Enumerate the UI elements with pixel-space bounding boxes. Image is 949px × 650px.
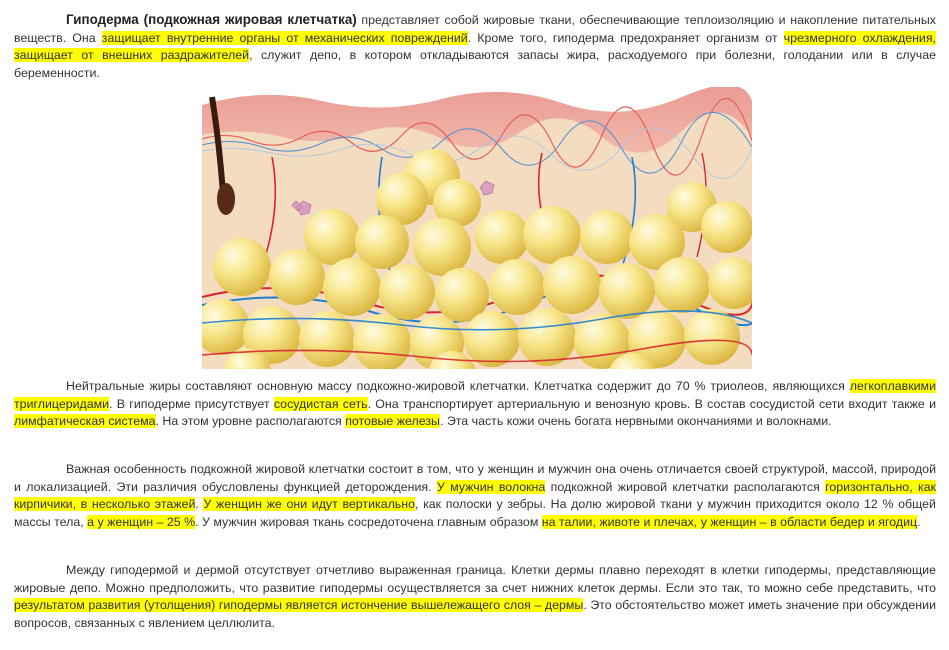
text-segment: . У мужчин жировая ткань сосредоточена главным образом — [195, 514, 542, 529]
highlighted-text: чрезмерного охлаждения, защищает от внешних раздражителей — [14, 30, 937, 62]
highlighted-text: У мужчин волокна — [436, 479, 546, 494]
highlighted-text: а у женщин – 25 % — [87, 514, 196, 529]
text-segment: . — [917, 514, 921, 529]
fats-paragraph — [14, 378, 936, 431]
skin-cross-section-image — [202, 87, 752, 369]
highlighted-text: потовые железы — [345, 414, 440, 428]
highlighted-text: на талии, животе и плечах, у женщин – в области бедер и ягодиц — [541, 514, 918, 529]
gender-differences-paragraph — [14, 461, 936, 531]
highlighted-text: защищает внутренние органы от механических повреждений — [101, 30, 468, 45]
text-segment: представляет собой жировые ткани, обеспечивающие теплоизоляцию и накопление питательных веществ. Она — [14, 13, 936, 45]
text-segment: , служит депо, в котором откладываются запасы жира, расходуемого при болезни, голодании или в случае беременности. — [14, 48, 936, 80]
text-segment: . На этом уровне располагаются — [155, 414, 346, 428]
highlighted-text: горизонтально, как кирпичики, в несколько этажей — [14, 479, 936, 511]
highlighted-text: сосудистая сеть — [273, 396, 368, 411]
text-segment: . Это обстоятельство может иметь значение при обсуждении вопросов, связанных с явлением целлюлита. — [14, 598, 936, 630]
highlighted-text: лимфатическая система — [14, 414, 156, 428]
text-segment: , как полоски у зебры. На долю жировой ткани у мужчин приходится около 12 % общей массы тела, — [14, 497, 936, 529]
text-segment: подкожной жировой клетчатки располагаются — [545, 479, 826, 494]
hypodermis-illustration — [202, 87, 752, 369]
highlighted-text: У женщин же они идут вертикально — [203, 497, 415, 511]
text-segment: Важная особенность подкожной жировой клетчатки состоит в том, что у женщин и мужчин она очень отличается своей структурой, массой, природой и локализацией. Эти различия обусловлены функцией деторождения. — [14, 462, 936, 494]
text-segment: . — [195, 497, 204, 511]
text-segment: Между гиподермой и дермой отсутствует отчетливо выраженная граница. Клетки дермы плавно переходят в клетки гиподермы, представляющие жировые депо. Можно предположить, что развитие гиподермы осуществляется за счет нижних клеток дермы. Если это так, то можно себе представить, что — [14, 563, 936, 595]
highlighted-text: результатом развития (утолщения) гиподермы является истончение вышележащего слоя – дермы — [14, 598, 584, 612]
text-segment: . В гиподерме присутствует — [109, 396, 274, 411]
text-segment: . Она транспортирует артериальную и венозную кровь. В состав сосудистой сети входит также и — [367, 396, 936, 411]
text-segment: . Эта часть кожи очень богата нервными окончаниями и волокнами. — [439, 414, 832, 428]
intro-paragraph — [14, 11, 936, 82]
text-segment: Нейтральные жиры составляют основную массу подкожно-жировой клетчатки. Клетчатка содержит до 70 % триолеов, являющихся — [66, 379, 850, 393]
article-title: Гиподерма (подкожная жировая клетчатка) — [66, 12, 357, 27]
highlighted-text: легкоплавкими триглицеридами — [14, 379, 936, 411]
text-segment: . Кроме того, гиподерма предохраняет организм от — [467, 30, 784, 45]
dermis-boundary-paragraph — [14, 562, 936, 632]
